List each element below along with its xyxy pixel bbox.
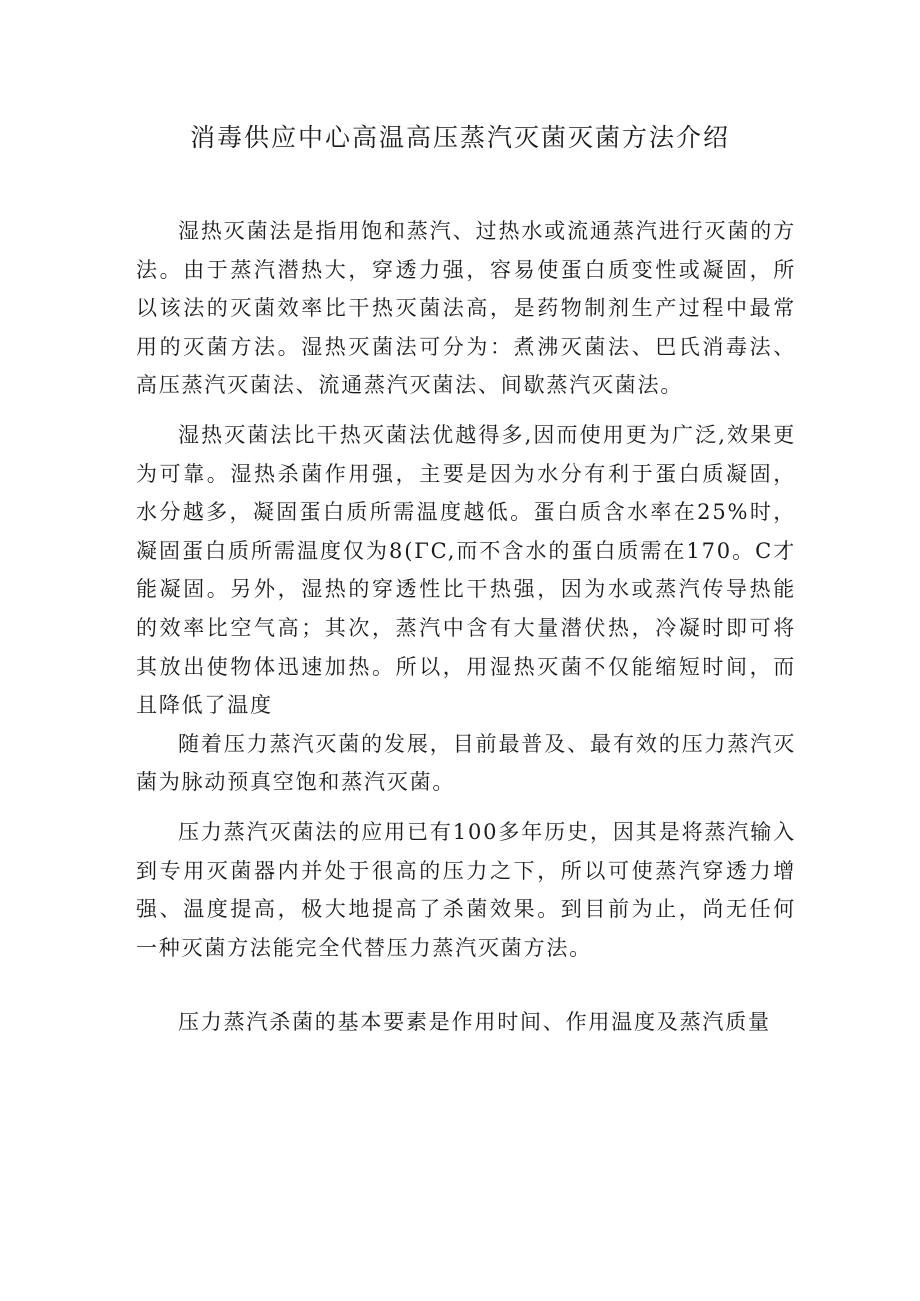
paragraph-moist-heat-advantages: 湿热灭菌法比干热灭菌法优越得多,因而使用更为广泛,效果更为可靠。湿热杀菌作用强，主要是因为水分有利于蛋白质凝固，水分越多，凝固蛋白质所需温度越低。蛋白质含水率在25%时，凝固蛋白质所需温度仅为8(ΓC,而不含水的蛋白质需在170。C才能凝固。另外，湿热的穿透性比干热强，因为水或蒸汽传导热能的效率比空气高；其次，蒸汽中含有大量潜伏热，冷凝时即可将其放出使物体迅速加热。所以，用湿热灭菌不仅能缩短时间，而且降低了温度 — [136, 422, 796, 718]
paragraph-pressure-steam-development: 随着压力蒸汽灭菌的发展，目前最普及、最有效的压力蒸汽灭菌为脉动预真空饱和蒸汽灭菌。 — [136, 731, 796, 795]
paragraph-pressure-steam-elements: 压力蒸汽杀菌的基本要素是作用时间、作用温度及蒸汽质量 — [178, 1010, 771, 1035]
document-title: 消毒供应中心高温高压蒸汽灭菌灭菌方法介绍 — [189, 123, 730, 152]
paragraph-moist-heat-definition: 湿热灭菌法是指用饱和蒸汽、过热水或流通蒸汽进行灭菌的方法。由于蒸汽潜热大，穿透力强，容易使蛋白质变性或凝固，所以该法的灭菌效率比干热灭菌法高，是药物制剂生产过程中最常用的灭菌方法。湿热灭菌法可分为：煮沸灭菌法、巴氏消毒法、高压蒸汽灭菌法、流通蒸汽灭菌法、间歇蒸汽灭菌法。 — [136, 219, 796, 398]
paragraph-pressure-steam-history: 压力蒸汽灭菌法的应用已有100多年历史，因其是将蒸汽输入到专用灭菌器内并处于很高的压力之下，所以可使蒸汽穿透力增强、温度提高，极大地提高了杀菌效果。到目前为止，尚无任何一种灭菌方法能完全代替压力蒸汽灭菌方法。 — [136, 819, 796, 960]
document-body — [136, 212, 796, 1042]
